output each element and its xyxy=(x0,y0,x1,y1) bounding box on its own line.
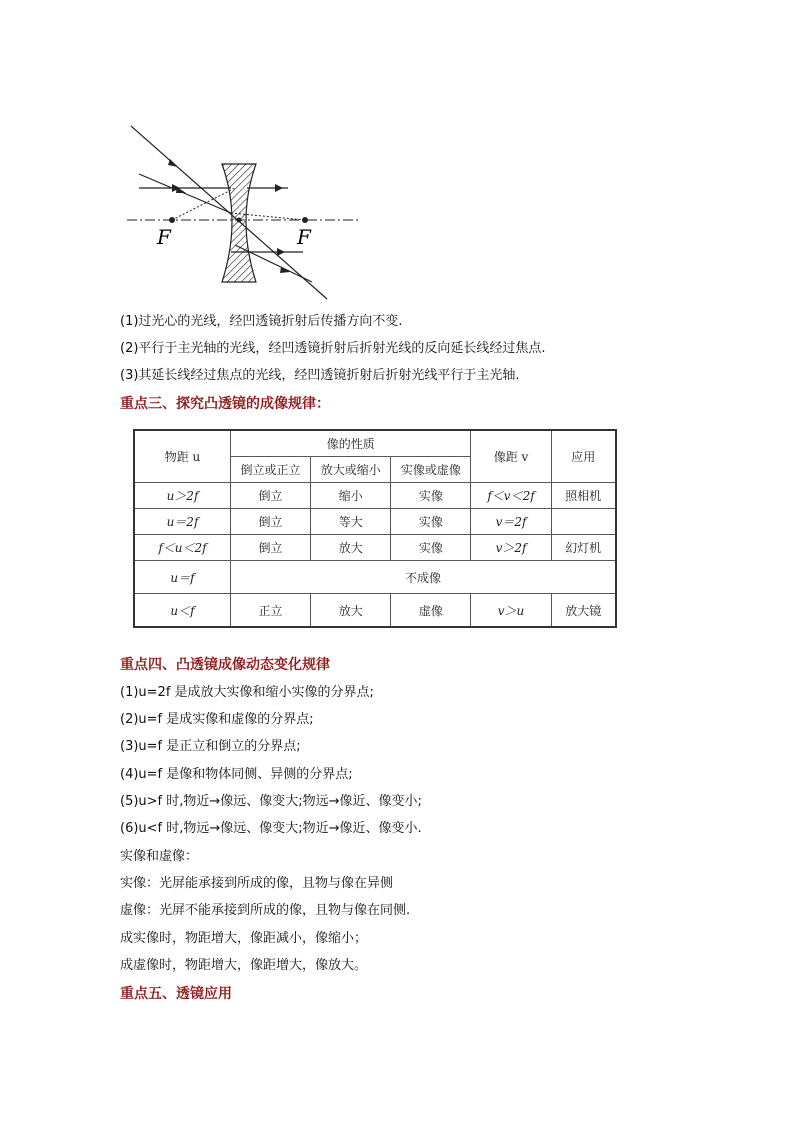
real-image-definition: 实像：光屏能承接到所成的像，且物与像在异侧 xyxy=(120,876,394,891)
header-object-distance: 物距 u xyxy=(134,430,230,483)
dynamic-line-4: (4)u=f 是像和物体同侧、异侧的分界点; xyxy=(120,767,353,782)
focal-label-left: F xyxy=(157,225,171,249)
header-application: 应用 xyxy=(551,430,616,483)
focal-label-right: F xyxy=(297,225,311,249)
virtual-image-rule: 成虚像时，物距增大，像距增大，像放大。 xyxy=(120,958,368,973)
table-row: u＝f 不成像 xyxy=(134,561,616,594)
concave-lens-diagram xyxy=(125,122,370,304)
section-3-title: 重点三、探究凸透镜的成像规律： xyxy=(120,396,330,412)
ray-arrow xyxy=(275,184,283,192)
real-image-rule: 成实像时，物距增大，像距减小，像缩小； xyxy=(120,931,368,946)
imaging-rules-table xyxy=(133,429,617,628)
ray-arrow xyxy=(277,248,285,256)
header-image-distance: 像距 v xyxy=(471,430,551,483)
header-orientation: 倒立或正立 xyxy=(230,457,310,483)
table-row: u＜f 正立 放大 虚像 v＞u 放大镜 xyxy=(134,594,616,628)
dynamic-line-2: (2)u=f 是成实像和虚像的分界点; xyxy=(120,712,314,727)
rule-1: (1)过光心的光线，经凹透镜折射后传播方向不变. xyxy=(120,314,403,329)
rule-3: (3)其延长线经过焦点的光线，经凹透镜折射后折射光线平行于主光轴. xyxy=(120,368,520,383)
ray-toward-focus xyxy=(139,174,231,213)
dynamic-line-5: (5)u>f 时,物近→像远、像变大;物远→像近、像变小; xyxy=(120,794,422,809)
focal-point-right xyxy=(302,217,308,223)
optical-center xyxy=(237,218,242,223)
real-virtual-heading: 实像和虚像： xyxy=(120,849,199,864)
dynamic-line-3: (3)u=f 是正立和倒立的分界点; xyxy=(120,739,301,754)
header-size: 放大或缩小 xyxy=(311,457,391,483)
concave-lens xyxy=(222,164,256,282)
ray-arrow xyxy=(280,267,290,273)
dynamic-line-1: (1)u=2f 是成放大实像和缩小实像的分界点; xyxy=(120,685,374,700)
table-row: u＝2f 倒立 等大 实像 v＝2f xyxy=(134,509,616,535)
rule-2: (2)平行于主光轴的光线，经凹透镜折射后折射光线的反向延长线经过焦点. xyxy=(120,341,546,356)
focal-point-left xyxy=(169,217,175,223)
table-row: u＞2f 倒立 缩小 实像 f＜v＜2f 照相机 xyxy=(134,483,616,509)
header-image-nature: 像的性质 xyxy=(230,430,470,457)
table-row: f＜u＜2f 倒立 放大 实像 v＞2f 幻灯机 xyxy=(134,535,616,561)
section-5-title: 重点五、透镜应用 xyxy=(120,986,232,1002)
virtual-image-definition: 虚像：光屏不能承接到所成的像，且物与像在同侧. xyxy=(120,903,411,918)
dynamic-line-6: (6)u<f 时,物远→像远、像变大;物近→像近、像变小. xyxy=(120,821,422,836)
section-4-title: 重点四、凸透镜成像动态变化规律 xyxy=(120,657,330,673)
header-real-virtual: 实像或虚像 xyxy=(391,457,471,483)
